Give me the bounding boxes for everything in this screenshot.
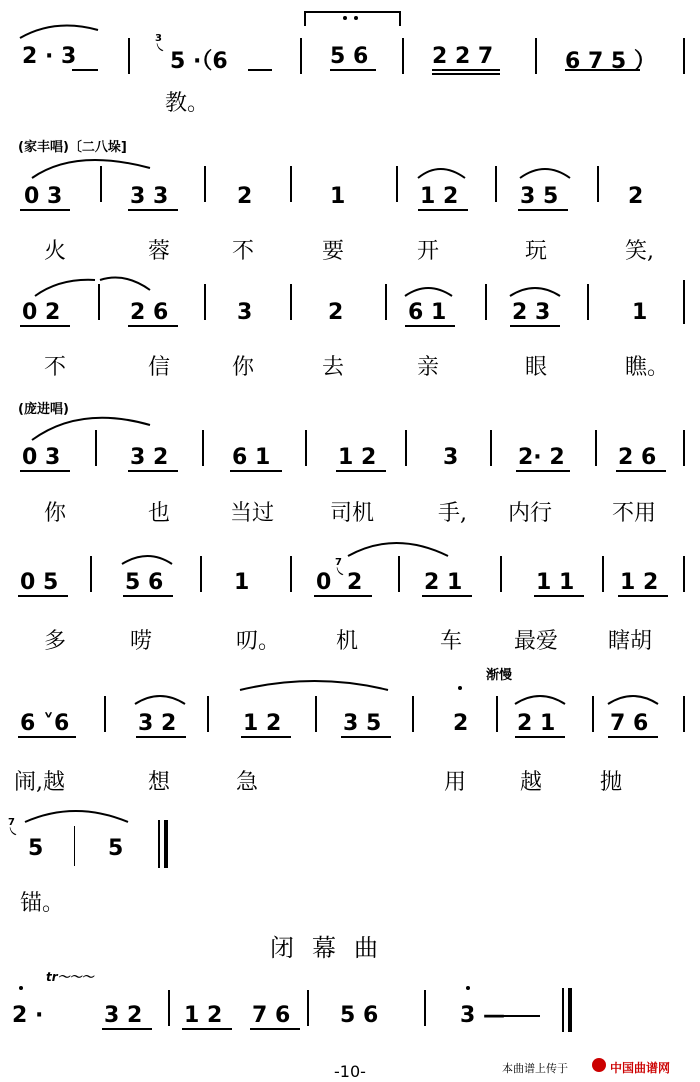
lyric: 抛 (600, 770, 623, 795)
lyric: 闹,越 (14, 770, 65, 795)
slur (240, 681, 388, 690)
note-group: 3 2 (138, 711, 177, 736)
slur (122, 556, 172, 564)
note-group: 0 2 (22, 300, 61, 325)
note-group: 3 5 (520, 184, 559, 209)
slur (405, 288, 452, 296)
lyric: 司机 (330, 501, 375, 526)
lyric: 车 (440, 629, 463, 654)
note-group: 3 2 (130, 445, 169, 470)
lyric: 瞎胡 (608, 629, 653, 654)
tempo-marking: 渐慢 (486, 668, 513, 683)
note-group: 1 1 (536, 570, 575, 595)
lyric: 多 (44, 629, 67, 654)
note-group: 3 2 (104, 1003, 143, 1028)
lyric: 机 (336, 629, 359, 654)
lyric: 越 (520, 770, 543, 795)
slur (35, 280, 95, 296)
lyric: 不 (232, 239, 255, 264)
note-group: 6 1 (232, 445, 271, 470)
note-group: 7 6 (252, 1003, 291, 1028)
lyric: 要 (322, 239, 345, 264)
lyric: 你 (44, 501, 67, 526)
note-group: 3 (237, 300, 253, 325)
note-group: 1 (234, 570, 250, 595)
note-group: 2 6 (130, 300, 169, 325)
note-group: 5 (108, 836, 124, 861)
note-group: 2 3 (512, 300, 551, 325)
note-group: 2 1 (517, 711, 556, 736)
slur (510, 288, 560, 296)
note-group: 3 (443, 445, 459, 470)
lyric: 当过 (230, 501, 275, 526)
note-group: 2 2 7 (432, 44, 494, 69)
lyric: 教。 (165, 91, 210, 116)
site-name[interactable]: 中国曲谱网 (610, 1061, 671, 1075)
note-group: 2 · 3 (22, 44, 77, 69)
note-group: 6 7 5 ） (565, 49, 656, 74)
lyric: 玩 (525, 239, 548, 264)
note-group: 3 — (460, 1003, 505, 1028)
lyric: 也 (148, 501, 171, 526)
slur (100, 278, 150, 290)
note-group: 2 6 (618, 445, 657, 470)
note-group: 0 (316, 570, 332, 595)
upload-note: 本曲谱上传于 (502, 1062, 568, 1075)
lyric: 内行 (508, 501, 553, 526)
note-group: 2 (328, 300, 344, 325)
lyric: 眼 (525, 355, 548, 380)
grace-note: 7 ㇏ (8, 817, 18, 838)
slur (520, 169, 570, 178)
slur (25, 811, 128, 822)
note-group: 2 (237, 184, 253, 209)
lyric: 急 (236, 770, 259, 795)
note-group: 6 ˅6 (20, 711, 70, 736)
note-group: 0 5 (20, 570, 59, 595)
lyric: 瞧。 (625, 355, 670, 380)
note-group: 2 (453, 711, 469, 736)
note-group: 0 3 (24, 184, 63, 209)
trill-marking: tr～～～ (46, 970, 94, 984)
lyric: 不 (44, 355, 67, 380)
lyric: 叨。 (236, 629, 281, 654)
note-group: 5 ·（6 (170, 49, 228, 74)
note-group: 0 3 (22, 445, 61, 470)
slur (608, 696, 658, 704)
lyric: 用 (444, 770, 467, 795)
slur (20, 26, 98, 39)
grace-note: 7 ㇏ (335, 557, 345, 578)
note-group: 1 (632, 300, 648, 325)
lyric: 信 (148, 355, 171, 380)
note-group: 5 6 (330, 44, 369, 69)
lyric: 亲 (417, 355, 440, 380)
note-group: 2· 2 (518, 445, 565, 470)
bracket-mark (305, 12, 400, 26)
lyric: 最爱 (514, 629, 559, 654)
lyric: 火 (44, 239, 67, 264)
lyric: 开 (417, 239, 440, 264)
note-group: 7 6 (610, 711, 649, 736)
note-group: 1 2 (184, 1003, 223, 1028)
note-group: 2 · (12, 1003, 44, 1028)
note-group: 6 1 (408, 300, 447, 325)
note-group: 2 (347, 570, 363, 595)
voice-label: (家丰唱)〔二八垛] (18, 140, 127, 155)
note-group: 2 1 (424, 570, 463, 595)
slur (135, 696, 185, 704)
note-group: 1 2 (338, 445, 377, 470)
slur (418, 169, 465, 178)
lyric: 笑, (625, 239, 654, 264)
voice-label: (庞进唱) (18, 402, 69, 417)
note-group: 2 (628, 184, 644, 209)
section-title: 闭幕曲 (270, 934, 396, 962)
lyric: 不用 (612, 501, 657, 526)
note-group: 1 2 (243, 711, 282, 736)
note-group: 1 (330, 184, 346, 209)
lyric: 蓉 (148, 239, 171, 264)
note-group: 3 3 (130, 184, 169, 209)
lyric: 唠 (130, 629, 153, 654)
note-group: 5 6 (125, 570, 164, 595)
page-number: -10- (334, 1062, 366, 1081)
note-group: 1 2 (420, 184, 459, 209)
lyric: 去 (322, 355, 345, 380)
lyric: 想 (148, 770, 171, 795)
slur (348, 543, 448, 556)
note-group: 1 2 (620, 570, 659, 595)
note-group: 3 5 (343, 711, 382, 736)
slur (32, 160, 150, 178)
slur (32, 418, 150, 440)
slur (515, 696, 565, 704)
note-group: 5 (28, 836, 44, 861)
lyric: 锚。 (20, 891, 65, 916)
grace-note: 3 ㇏ (155, 33, 165, 54)
note-group: 5 6 (340, 1003, 379, 1028)
lyric: 手, (438, 501, 467, 526)
lyric: 你 (232, 355, 255, 380)
